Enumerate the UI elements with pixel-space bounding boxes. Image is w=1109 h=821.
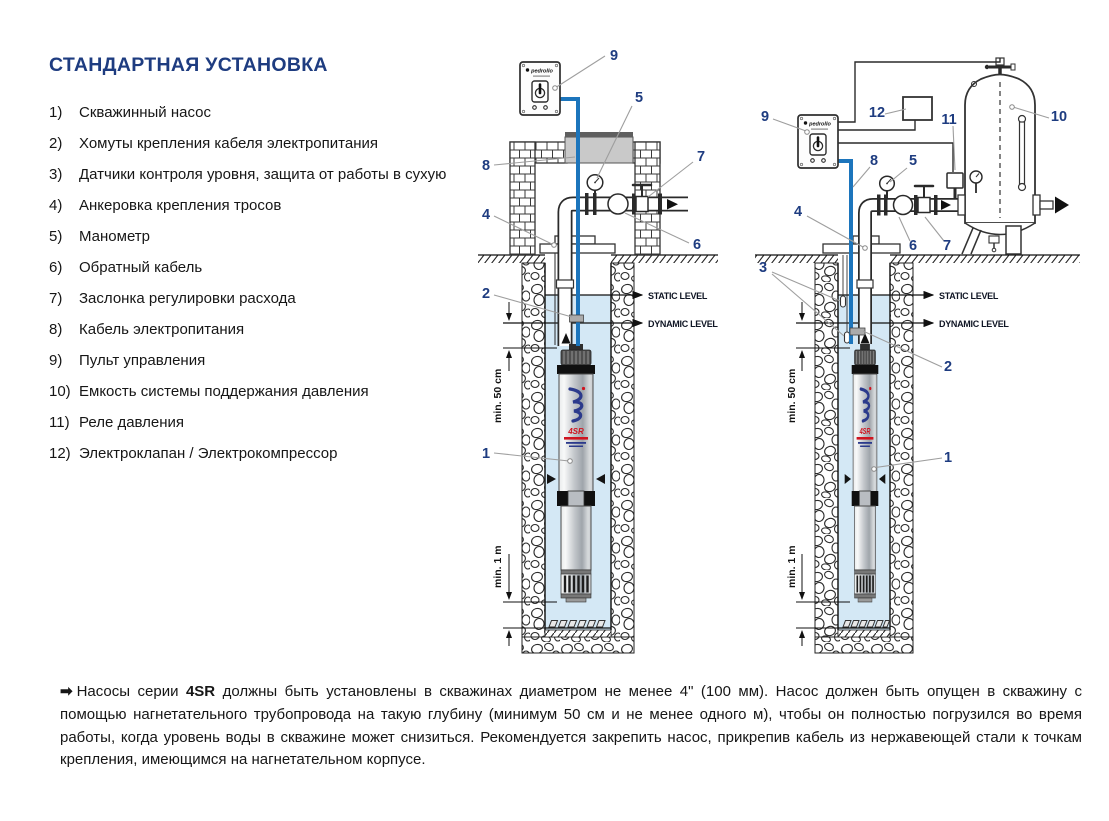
- legend-item-number: 9): [49, 352, 63, 369]
- legend-item-label: Пульт управления: [79, 352, 206, 369]
- pipe-coupling: [857, 280, 873, 288]
- legend-item-number: 8): [49, 321, 63, 338]
- level-sensor: [845, 332, 850, 343]
- legend-item-number: 5): [49, 228, 63, 245]
- diagram-well-with-pressure-tank: [750, 30, 1109, 675]
- legend-item-number: 4): [49, 197, 63, 214]
- legend-item-number: 12): [49, 445, 71, 462]
- static-level-label: STATIC LEVEL: [939, 291, 999, 301]
- legend-item-label: Емкость системы поддержания давления: [79, 383, 369, 400]
- callout-11: 11: [941, 112, 957, 128]
- legend-item: [49, 383, 479, 414]
- note-lead: Насосы серии: [76, 683, 186, 700]
- legend-item-label: Манометр: [79, 228, 151, 245]
- legend-item-label: Электроклапан / Электрокомпрессор: [79, 445, 338, 462]
- legend-item: [49, 290, 479, 321]
- legend-item: [49, 352, 479, 383]
- legend-item-label: Кабель электропитания: [79, 321, 245, 338]
- callout-7: 7: [942, 238, 952, 254]
- chamber-lid: [565, 137, 633, 163]
- ground-surface: [755, 255, 1080, 263]
- tank-outlet: [1033, 195, 1069, 215]
- min-bottom-label: min. 1 m: [492, 545, 504, 588]
- note-body: должны быть установлены в скважинах диаметром не менее 4" (100 мм). Насос должен быть опущен в скважину с помощью нагнетательного трубопровода на такую глубину (минимум 50 см и не менее одного м), чтобы он полностью погрузился во время работы, когда уровень воды в скважине может снизиться. Рекомендуется закрепить насос, прикрепив кабель из нержавеющей стали к точкам крепления, имеющимся на нагнетательном корпусе.: [60, 683, 1083, 769]
- note-arrow-icon: ➡: [60, 683, 73, 700]
- legend-item: [49, 135, 479, 166]
- callout-4: 4: [481, 207, 491, 223]
- flow-arrow-icon: [1055, 197, 1069, 214]
- dynamic-level-label: DYNAMIC LEVEL: [648, 319, 718, 329]
- installation-note: [60, 681, 1082, 772]
- legend-item: [49, 445, 479, 476]
- legend-item-label: Хомуты крепления кабеля электропитания: [79, 135, 378, 152]
- pipe-coupling: [557, 280, 574, 288]
- legend-item: [49, 166, 479, 197]
- legend-item-label: Скважинный насос: [79, 104, 211, 121]
- gravel-pack: [890, 263, 913, 637]
- callout-12: 12: [868, 105, 886, 121]
- pressure-gauge-icon: [880, 176, 895, 198]
- min-submersion-label: min. 50 cm: [786, 368, 798, 423]
- gravel-pack: [611, 263, 634, 637]
- legend-item-number: 10): [49, 383, 71, 400]
- legend-item-label: Анкеровка крепления тросов: [79, 197, 282, 214]
- chamber-lid-top: [565, 132, 633, 137]
- riser-pipe: [557, 240, 574, 346]
- callout-8: 8: [869, 153, 879, 169]
- sight-glass: [1019, 116, 1026, 191]
- gate-valve-icon: [915, 186, 933, 213]
- page-title: СТАНДАРТНАЯ УСТАНОВКА: [49, 54, 328, 76]
- legend-item: [49, 197, 479, 228]
- callout-2: 2: [481, 286, 491, 302]
- legend-item: [49, 321, 479, 352]
- callout-5: 5: [634, 90, 644, 106]
- callout-8: 8: [481, 158, 491, 174]
- callout-7: 7: [696, 149, 706, 165]
- level-sensor: [841, 296, 846, 307]
- callout-4: 4: [793, 204, 803, 220]
- pressure-tank: [962, 58, 1035, 254]
- min-bottom-label: min. 1 m: [786, 545, 798, 588]
- legend-item-label: Датчики контроля уровня, защита от работы в сухую: [79, 166, 447, 183]
- min-submersion-label: min. 50 cm: [492, 368, 504, 423]
- legend-item-label: Реле давления: [79, 414, 185, 431]
- check-valve-icon: [608, 194, 628, 214]
- dynamic-level-label: DYNAMIC LEVEL: [939, 319, 1009, 329]
- legend-item: [49, 104, 479, 135]
- cable-clamp: [570, 315, 584, 322]
- legend-item-number: 11): [49, 414, 70, 431]
- callout-6: 6: [692, 237, 702, 253]
- well-bottom-gravel: [522, 637, 634, 653]
- static-level-label: STATIC LEVEL: [648, 291, 708, 301]
- callout-10: 10: [1050, 109, 1068, 125]
- callout-9: 9: [760, 109, 770, 125]
- legend-item-number: 6): [49, 259, 63, 276]
- note-series: 4SR: [185, 683, 216, 700]
- diagram-well-with-chamber: 4SR pedrollo STATIC LEVEL DYNAMIC LEVEL min. 50 cm min. 1 m 9 5 8 7 4 6 2 1: [470, 30, 730, 675]
- well-bottom-gravel: [815, 637, 913, 653]
- legend-item-number: 2): [49, 135, 63, 152]
- pressure-gauge-icon: [587, 175, 603, 197]
- solenoid-compressor-box: [903, 97, 932, 120]
- callout-5: 5: [908, 153, 918, 169]
- callout-1: 1: [943, 450, 953, 466]
- gravel-pack: [522, 263, 545, 637]
- legend-item: [49, 228, 479, 259]
- legend-item-label: Обратный кабель: [79, 259, 203, 276]
- callout-1: 1: [481, 446, 491, 462]
- callout-6: 6: [908, 238, 918, 254]
- gravel-pack: [815, 263, 838, 637]
- legend-item-label: Заслонка регулировки расхода: [79, 290, 296, 307]
- control-panel: [798, 115, 838, 168]
- legend-item: [49, 259, 479, 290]
- callout-9: 9: [609, 48, 619, 64]
- drain-fitting: [989, 236, 999, 243]
- parts-legend: [49, 104, 479, 476]
- callout-3: 3: [758, 260, 768, 276]
- legend-item-number: 3): [49, 166, 63, 183]
- ground-surface: [478, 255, 718, 263]
- legend-item: [49, 414, 479, 445]
- cable-clamp: [850, 328, 865, 335]
- legend-item-number: 7): [49, 290, 63, 307]
- callout-2: 2: [943, 359, 953, 375]
- check-valve-icon: [894, 196, 913, 215]
- legend-item-number: 1): [49, 104, 63, 121]
